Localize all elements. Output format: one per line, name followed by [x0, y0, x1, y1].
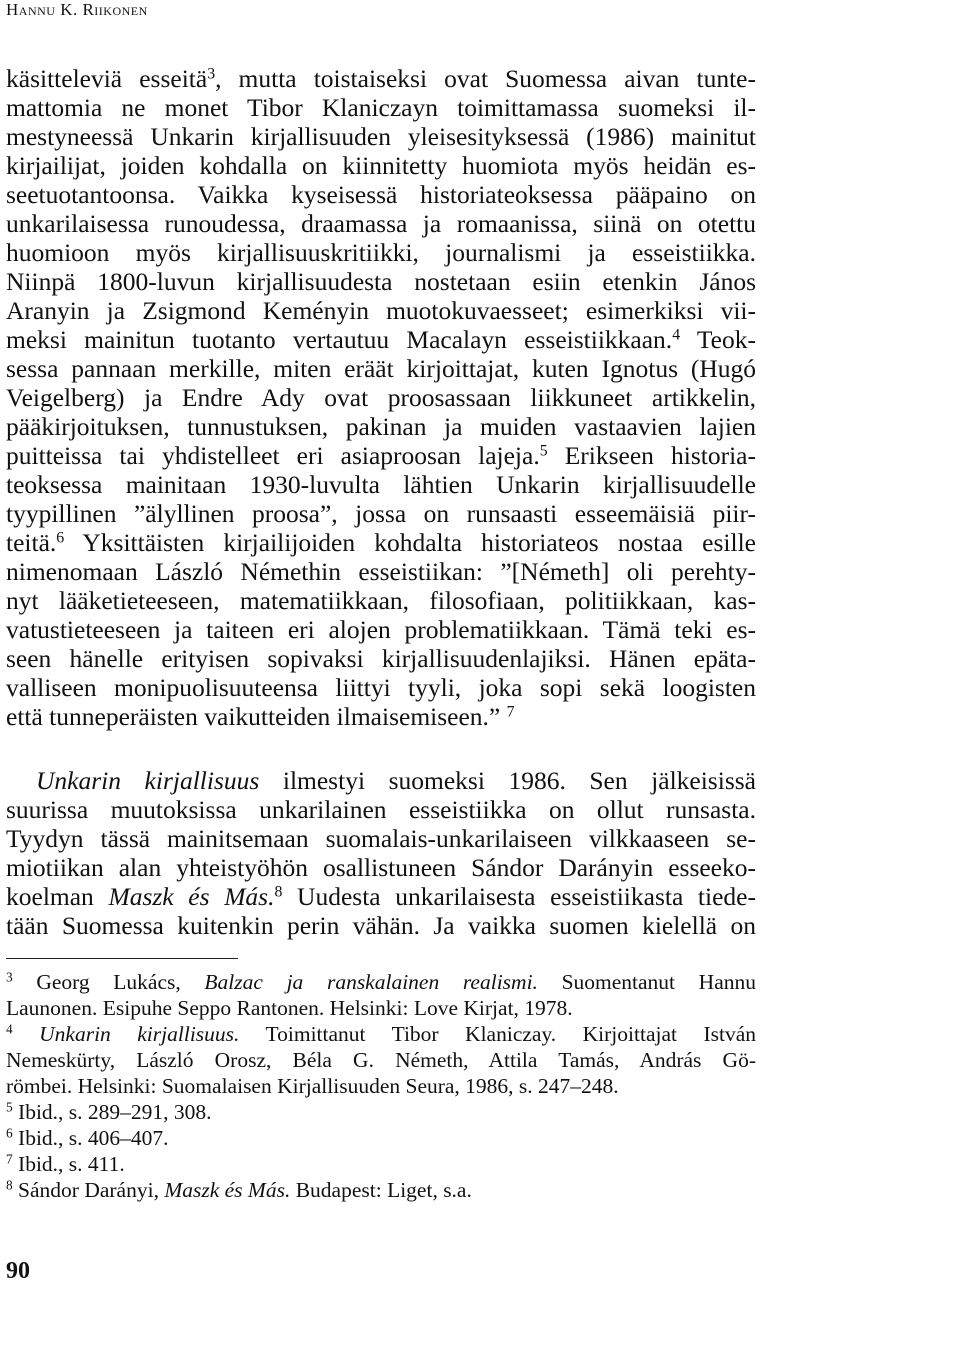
body-line — [6, 673, 756, 702]
body-line: suurissa muutoksissa unkarilainen esseistiikka on ollut runsasta. — [6, 795, 756, 824]
text-run: Uudesta unkarilaisesta esseistiikasta tiede- — [282, 882, 756, 911]
body-line — [6, 180, 756, 209]
footnote-ref: 8 — [274, 883, 283, 901]
body-line — [6, 325, 756, 354]
footnote-line: römbei. Helsinki: Suomalaisen Kirjallisuuden Seura, 1986, s. 247–248. — [6, 1074, 619, 1098]
footnote-4 — [6, 1022, 756, 1047]
text-run: koelman — [6, 882, 109, 911]
footnote-number: 8 — [6, 1177, 13, 1193]
text-run: Teok- — [680, 325, 756, 354]
book-title: Balzac ja ranskalainen realismi. — [204, 970, 538, 994]
text-run: valliseen monipuolisuuteensa liittyi tyyli, joka sopi sekä loogisten — [6, 673, 756, 702]
footnote-number: 7 — [6, 1151, 13, 1167]
text-run: Budapest: Liget, s.a. — [290, 1178, 472, 1202]
book-title: Unkarin kirjallisuus. — [39, 1022, 240, 1046]
text-run: huomioon myös kirjallisuuskritiikki, journalismi ja esseistiikka. — [6, 238, 756, 267]
footnote-5 — [6, 1100, 756, 1125]
body-line — [6, 354, 756, 383]
running-head: Hannu K. Riikonen — [6, 0, 148, 19]
book-title: Unkarin kirjallisuus — [36, 766, 260, 795]
body-line — [6, 151, 756, 180]
text-run: , mutta toistaiseksi ovat Suomessa aivan tunte- — [215, 64, 756, 93]
text-run: Yksittäisten kirjailijoiden kohdalta historiateos nostaa esille — [64, 528, 756, 557]
text-run: Sándor Darányi, — [12, 1178, 165, 1202]
body-line — [6, 441, 756, 470]
body-line — [6, 528, 756, 557]
footnote-line: Launonen. Esipuhe Seppo Rantonen. Helsinki: Love Kirjat, 1978. — [6, 996, 573, 1020]
page-number: 90 — [6, 1258, 30, 1284]
text-run: käsitteleviä esseitä — [6, 64, 208, 93]
body-line — [6, 412, 756, 441]
text-run: Georg Lukács, — [12, 970, 205, 994]
body-line — [6, 470, 756, 499]
text-run: teoksessa mainitaan 1930-luvulta lähtien Unkarin kirjallisuudelle — [6, 470, 756, 499]
text-run: Suomentanut Hannu — [537, 970, 756, 994]
body-line — [6, 267, 756, 296]
body-line — [6, 209, 756, 238]
body-line — [6, 882, 756, 911]
body-line — [6, 499, 756, 528]
text-run: mattomia ne monet Tibor Klaniczayn toimittamassa suomeksi il- — [6, 93, 756, 122]
body-line — [6, 615, 756, 644]
text-run: seetuotantoonsa. Vaikka kyseisessä historiateoksessa pääpaino on — [6, 180, 756, 209]
text-run: sessa pannaan merkille, miten eräät kirjoittajat, kuten Ignotus (Hugó — [6, 354, 756, 383]
text-run: kirjailijat, joiden kohdalla on kiinnitetty huomiota myös heidän es- — [6, 151, 756, 180]
text-run: ilmestyi suomeksi 1986. Sen jälkeisissä — [259, 766, 756, 795]
text-run: Niinpä 1800-luvun kirjallisuudesta nostetaan esiin etenkin János — [6, 267, 756, 296]
text-run: pääkirjoituksen, tunnustuksen, pakinan ja muiden vastaavien lajien — [6, 412, 756, 441]
footnote-3 — [6, 970, 756, 995]
footnote-6 — [6, 1126, 756, 1151]
body-line: Tyydyn tässä mainitsemaan suomalais-unkarilaiseen vilkkaaseen se- — [6, 824, 756, 853]
body-line: miotiikan alan yhteistyöhön osallistuneen Sándor Darányin esseeko- — [6, 853, 756, 882]
book-title: Maszk és Más. — [108, 882, 275, 911]
body-line — [6, 238, 756, 267]
book-title: Maszk és Más. — [164, 1178, 291, 1202]
text-run: teitä. — [6, 528, 57, 557]
text-run: meksi mainitun tuotanto vertautuu Macalayn esseistiikkaan. — [6, 325, 673, 354]
footnote-7 — [6, 1152, 756, 1177]
footnote-ref: 5 — [539, 442, 548, 460]
text-run: Ibid., s. 406–407. — [12, 1126, 169, 1150]
footnote-ref: 3 — [207, 65, 216, 83]
text-run: Erikseen historia- — [547, 441, 756, 470]
footnote-8 — [6, 1178, 756, 1203]
body-line — [6, 296, 756, 325]
text-run: Ibid., s. 411. — [12, 1152, 125, 1176]
text-run: seen hänelle erityisen sopivaksi kirjallisuudenlajiksi. Hänen epäta- — [6, 644, 756, 673]
text-run: unkarilaisessa runoudessa, draamassa ja romaanissa, siinä on otettu — [6, 209, 756, 238]
footnote-number: 6 — [6, 1125, 13, 1141]
footnote-ref: 7 — [506, 703, 515, 721]
text-run: Aranyin ja Zsigmond Keményin muotokuvaesseet; esimerkiksi vii- — [6, 296, 756, 325]
text-run: vatustieteeseen ja taiteen eri alojen problematiikkaan. Tämä teki es- — [6, 615, 756, 644]
body-line — [6, 383, 756, 412]
body-line — [6, 586, 756, 615]
body-line — [6, 557, 756, 586]
footnote-line: Nemeskürty, László Orosz, Béla G. Németh, Attila Tamás, András Gö- — [6, 1048, 756, 1072]
text-run: nimenomaan László Némethin esseistiikan: ”[Németh] oli perehty- — [6, 557, 756, 586]
body-line: tään Suomessa kuitenkin perin vähän. Ja vaikka suomen kielellä on — [6, 911, 756, 940]
footnote-number: 5 — [6, 1099, 13, 1115]
text-run: nyt lääketieteeseen, matematiikkaan, filosofiaan, politiikkaan, kas- — [6, 586, 756, 615]
body-line — [6, 644, 756, 673]
footnote-number: 3 — [6, 969, 13, 985]
text-run: puitteissa tai yhdistelleet eri asiaproosan lajeja. — [6, 441, 540, 470]
body-line — [6, 64, 756, 93]
body-line — [6, 122, 756, 151]
body-line — [6, 93, 756, 122]
body-line — [6, 702, 756, 731]
text-run: Toimittanut Tibor Klaniczay. Kirjoittajat István — [239, 1022, 756, 1046]
text-run: Ibid., s. 289–291, 308. — [12, 1100, 212, 1124]
footnote-ref: 6 — [56, 529, 65, 547]
text-run: että tunneperäisten vaikutteiden ilmaisemiseen.” — [6, 702, 507, 731]
text-run: Veigelberg) ja Endre Ady ovat proosassaan liikkuneet artikkelin, — [6, 383, 756, 412]
footnote-number: 4 — [6, 1021, 13, 1037]
body-line — [36, 766, 756, 795]
footnote-ref: 4 — [672, 326, 681, 344]
footnote-rule — [6, 958, 238, 959]
text-run: mestyneessä Unkarin kirjallisuuden yleisesityksessä (1986) mainitut — [6, 122, 756, 151]
text-run: tyypillinen ”älyllinen proosa”, jossa on runsaasti esseemäisiä piir- — [6, 499, 756, 528]
